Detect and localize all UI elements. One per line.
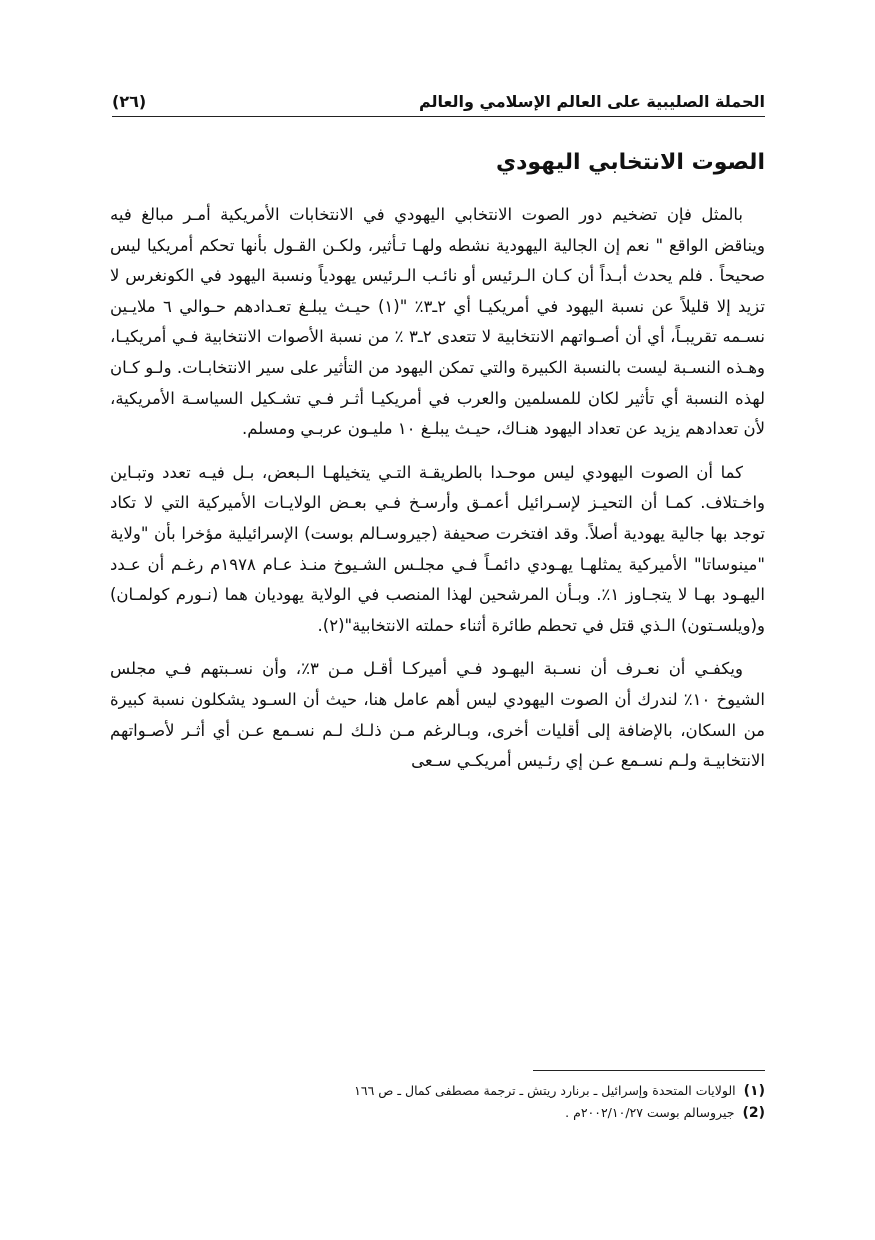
paragraph: بالمثل فإن تضخيم دور الصوت الانتخابي اليهودي في الانتخابات الأمريكية أمـر مبالغ فيه ويناقض الواقع " نعم إن الجالية اليهودية نشطه ولهـا تـأثير، ولكـن القـول بأنها تحكم أمريكيا ليس صحيحاً . فلم يحدث أبـداً أن كـان الـرئيس أو نائـب الـرئيس يهودياً ونسبة اليهود في الكونغرس لا تزيد إلا قليلاً عن نسبة اليهود في أمريكيـا أي ٢ـ٣٪ "(١) حيـث يبلـغ تعـدادهم حـوالي ٦ ملايـين نسـمه تقريبـاً، أي أن أصـواتهم الانتخابية لا تتعدى ٢ـ٣ ٪ من نسبة الأصوات الانتخابية فـي أمريكيـا، وهـذه النسـبة ليست بالنسبة الكبيرة والتي تمكن اليهود من التأثير على سير الانتخابـات. ولـو كـان لهذه النسبة أي تأثير لكان للمسلمين والعرب في أمريكيـا أثـر فـي تشـكيل السياسـة الأمريكية، لأن تعدادهم يزيد عن تعداد اليهود هنـاك، حيـث يبلـغ ١٠ مليـون عربـي ومسلم. <box>110 205 765 439</box>
footnote-mark: (١) <box>743 1083 765 1099</box>
page-number: (٢٦) <box>112 91 147 111</box>
section-heading: الصوت الانتخابي اليهودي <box>495 150 765 175</box>
paragraph: كما أن الصوت اليهودي ليس موحـدا بالطريقـة التـي يتخيلهـا الـبعض، بـل فيـه تعدد وتبـاين واخـتلاف. كمـا أن التحيـز لإسـرائيل أعمـق وأرسـخ فـي بعـض الولايـات الأميركية التي لا تكاد توجد بها جالية يهودية أصلاً. وقد افتخرت صحيفة (جيروسـالم بوست) الإسرائيلية مؤخرا بأن "ولاية "مينوساتا" الأميركية يمثلهـا يهـودي دائمـاً فـي مجلـس الشـيوخ منـذ عـام ١٩٧٨م رغـم أن عـدد اليهـود بهـا لا يتجـاوز ١٪. وبـأن المرشحين لهذا المنصب في الولاية يهوديان هما (نـورم كولمـان) و(ويلسـتون) الـذي قتل في تحطم طائرة أثناء حملته الانتخابية"(٢). <box>110 462 766 635</box>
footnote-mark: (2) <box>742 1105 765 1121</box>
paragraph: ويكفـي أن نعـرف أن نسـبة اليهـود فـي أميركـا أقـل مـن ٣٪، وأن نسـبتهم فـي مجلس الشيوخ ١٠٪ لندرك أن الصوت اليهودي ليس أهم عامل هنا، حيث أن السـود يشكلون نسبة كبيرة من السكان، بالإضافة إلى أقليات أخرى، وبـالرغم مـن ذلـك لـم نسـمع عـن أي أثـر لأصـواتهم الانتخابيـة ولـم نسـمع عـن إي رئـيس أمريكـي سـعى <box>110 659 765 771</box>
footnotes <box>110 1080 765 1124</box>
footnote-text: جيروسالم بوست ٢٠٠٢/١٠/٢٧م . <box>565 1105 735 1120</box>
footnote-text: الولايات المتحدة وإسرائيل ـ برنارد ريتش ـ ترجمة مصطفى كمال ـ ص ١٦٦ <box>354 1083 736 1098</box>
header-title: الحملة الصليبية على العالم الإسلامي والعالم <box>418 91 765 111</box>
footnote-item <box>110 1080 765 1102</box>
body-text <box>110 200 765 790</box>
footnote-item <box>110 1102 765 1124</box>
footnote-separator <box>533 1070 765 1071</box>
running-header <box>112 86 765 117</box>
